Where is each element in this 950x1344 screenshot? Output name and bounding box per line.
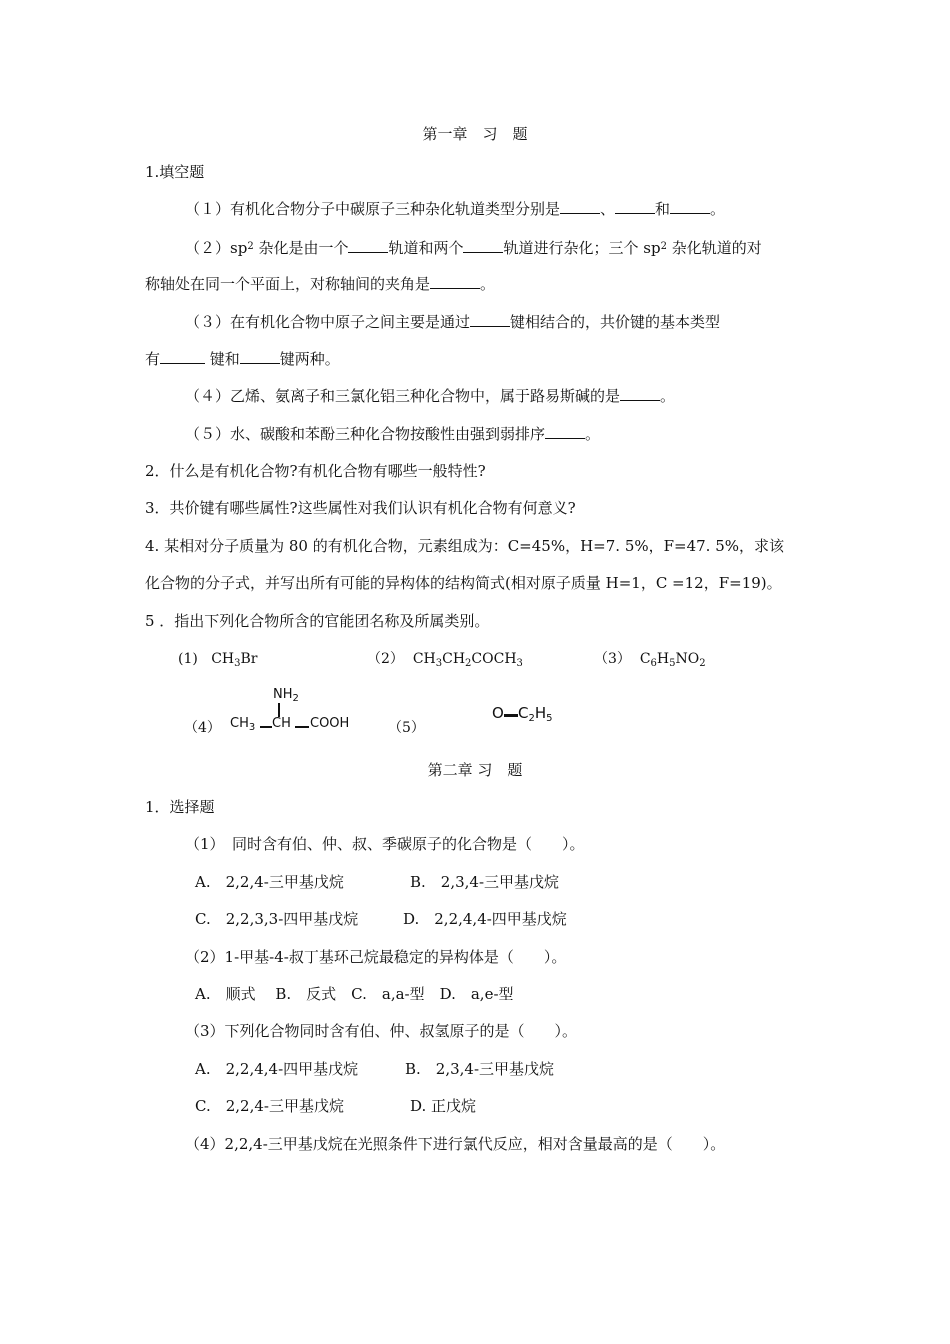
mc-q3-option-d: D. 正戊烷 xyxy=(410,1097,477,1115)
section-fill-blank: 1.填空题 xyxy=(145,163,205,181)
compound-3: （3） $C_6H_5NO_2$ xyxy=(594,651,706,669)
section-multiple-choice: 1．选择题 xyxy=(145,798,215,816)
answer-blank xyxy=(615,199,655,214)
chapter1-title: 第一章 习 题 xyxy=(422,125,528,143)
compound-1: (1) $CH_3Br$ xyxy=(178,651,258,669)
question-1-3: （３）在有机化合物中原子之间主要是通过 键相结合的，共价键的基本类型 xyxy=(185,313,721,331)
oxygen-atom: O xyxy=(492,704,504,722)
compound-2: （2） $CH_3CH_2COCH_3$ xyxy=(367,651,523,669)
compound-4-label: （4） xyxy=(184,720,221,736)
question-3: 3．共价键有哪些属性?这些属性对我们认识有机化合物有何意义? xyxy=(145,499,576,517)
question-2: 2．什么是有机化合物?有机化合物有哪些一般特性? xyxy=(145,462,486,480)
bond-line xyxy=(278,703,280,717)
chapter2-title: 第二章 习 题 xyxy=(427,761,523,779)
answer-blank xyxy=(670,199,710,214)
bond-line xyxy=(295,726,309,728)
methyl-group: $CH_3$ xyxy=(230,716,256,733)
ch-group: CH xyxy=(272,716,291,731)
answer-blank xyxy=(620,386,660,401)
question-1-2: $(2)sp^2$ 杂化是由一个 轨道和两个 轨道进行杂化；三个 $sp^2$ 杂化轨道的对 xyxy=(185,239,762,257)
ethyl-group: $C_2H_5$ xyxy=(518,704,553,724)
question-4: 4. 某相对分子质量为 80 的有机化合物，元素组成为：C=45%，H=7. 5%，F=47. 5%，求该 xyxy=(145,537,785,555)
question-1-1: （１）有机化合物分子中碳原子三种杂化轨道类型分别是 、 和 。 xyxy=(185,200,726,218)
compound-5-label: （5） xyxy=(388,720,425,736)
mc-q2-options: A. 顺式 B. 反式 C. a,a-型 D. a,e-型 xyxy=(195,985,514,1003)
question-1-3-cont: 有 键和 键两种。 xyxy=(145,350,340,368)
compound-4-structure xyxy=(228,686,368,736)
mc-q3-option-a: A. 2,2,4,4-四甲基戊烷 xyxy=(195,1060,359,1078)
mc-q1-option-a: A. 2,2,4-三甲基戊烷 xyxy=(195,873,344,891)
mc-q3-option-c: C. 2,2,4-三甲基戊烷 xyxy=(195,1097,344,1115)
carboxyl-group: COOH xyxy=(310,716,350,731)
answer-blank xyxy=(545,424,585,439)
question-1-5: （５）水、碳酸和苯酚三种化合物按酸性由强到弱排序 。 xyxy=(185,425,601,443)
question-4-cont: 化合物的分子式，并写出所有可能的异构体的结构简式(相对原子质量 H=1，C =12，F=19)。 xyxy=(145,574,782,592)
compound-5-structure xyxy=(492,702,572,732)
question-1-4: （４）乙烯、氨离子和三氯化铝三种化合物中，属于路易斯碱的是 。 xyxy=(185,387,676,405)
mc-question-4: （4）2,2,4-三甲基戊烷在光照条件下进行氯代反应，相对含量最高的是（ ）。 xyxy=(185,1135,726,1153)
mc-question-1: （1） 同时含有伯、仲、叔、季碳原子的化合物是（ ）。 xyxy=(185,835,585,853)
question-5: 5 ．指出下列化合物所含的官能团名称及所属类别。 xyxy=(145,612,490,630)
mc-q3-option-b: B. 2,3,4-三甲基戊烷 xyxy=(405,1060,555,1078)
answer-blank xyxy=(160,349,205,364)
mc-q1-option-c: C. 2,2,3,3-四甲基戊烷 xyxy=(195,910,359,928)
question-1-2-cont: 称轴处在同一个平面上，对称轴间的夹角是 。 xyxy=(145,275,496,293)
mc-q1-option-b: B. 2,3,4-三甲基戊烷 xyxy=(410,873,560,891)
mc-question-3: （3）下列化合物同时含有伯、仲、叔氢原子的是（ ）。 xyxy=(185,1022,578,1040)
bond-line xyxy=(260,726,272,728)
bond-line xyxy=(504,714,518,717)
mc-q1-option-d: D. 2,2,4,4-四甲基戊烷 xyxy=(403,910,567,928)
mc-question-2: （2）1-甲基-4-叔丁基环己烷最稳定的异构体是（ ）。 xyxy=(185,948,567,966)
answer-blank xyxy=(240,349,280,364)
answer-blank xyxy=(470,312,510,327)
answer-blank xyxy=(348,238,388,253)
answer-blank xyxy=(463,238,503,253)
amino-group: $NH_2$ xyxy=(273,687,299,704)
answer-blank xyxy=(430,274,480,289)
answer-blank xyxy=(560,199,600,214)
